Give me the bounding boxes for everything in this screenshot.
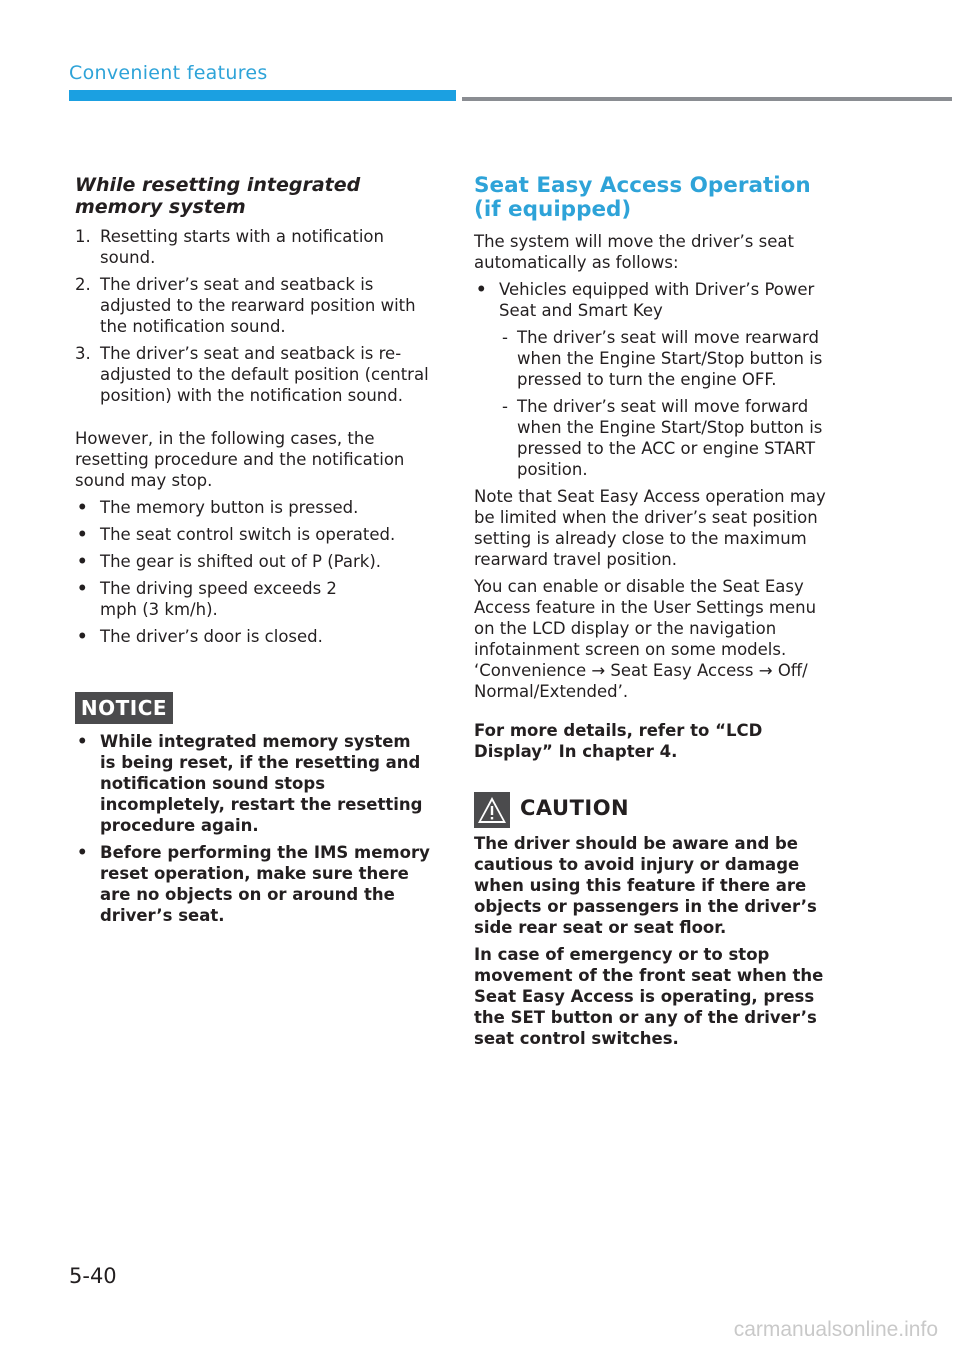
step-text: Resetting starts with a notification sound. <box>100 227 384 267</box>
caution-paragraph: In case of emergency or to stop movement of the front seat when the Seat Easy Access is operating, press the SET button or any of the driver’s seat control switches. <box>474 945 824 1048</box>
however-paragraph: However, in the following cases, the resetting procedure and the notification sound may stop. <box>75 429 405 490</box>
left-column <box>75 226 437 653</box>
case-text: The driving speed exceeds 2 mph (3 km/h). <box>100 579 337 619</box>
notice-text: While integrated memory system is being reset, if the resetting and notification sound stops incompletely, restart the resetting procedure again. <box>100 732 423 835</box>
right-column <box>474 231 838 762</box>
stop-cases-list <box>75 497 437 647</box>
list-item <box>75 274 437 337</box>
list-item <box>75 626 437 647</box>
bullet-icon: • <box>77 732 88 751</box>
case-text: The seat control switch is operated. <box>100 525 396 544</box>
reset-steps-list <box>75 226 437 406</box>
list-item <box>75 731 430 836</box>
ims-reset-heading: While resetting integrated memory system <box>75 174 361 218</box>
caution-label: CAUTION <box>520 796 630 820</box>
step-number: 2. <box>75 275 91 294</box>
list-item <box>474 396 838 480</box>
case-text: The gear is shifted out of P (Park). <box>100 552 382 571</box>
notice-content <box>75 731 430 932</box>
page-number: 5-40 <box>69 1264 117 1288</box>
note-paragraph: Note that Seat Easy Access operation may be limited when the driver’s seat position setting is already close to the maximum rearward travel position. <box>474 487 826 569</box>
dash-icon: - <box>502 328 508 347</box>
list-item <box>75 497 437 518</box>
bullet-icon: • <box>77 627 88 646</box>
bullet-icon: • <box>77 552 88 571</box>
warning-icon <box>474 792 510 828</box>
notice-list <box>75 731 430 926</box>
notice-text: Before performing the IMS memory reset operation, make sure there are no objects on or around the driver’s seat. <box>100 843 430 925</box>
case-text: The memory button is pressed. <box>100 498 359 517</box>
list-item <box>75 343 437 406</box>
seat-easy-access-heading: Seat Easy Access Operation (if equipped) <box>474 173 811 222</box>
bullet-icon: • <box>77 843 88 862</box>
list-item <box>75 842 430 926</box>
notice-badge: NOTICE <box>75 692 173 724</box>
more-details-paragraph: For more details, refer to “LCD Display” In chapter 4. <box>474 721 763 761</box>
step-number: 3. <box>75 344 91 363</box>
watermark: carmanualsonline.info <box>733 1318 938 1341</box>
section-title: Convenient features <box>69 62 268 84</box>
intro-paragraph: The system will move the driver’s seat automatically as follows: <box>474 232 794 272</box>
equipped-list <box>474 279 838 321</box>
caution-paragraph: The driver should be aware and be cautious to avoid injury or damage when using this feature if there are objects or passengers in the driver’s side rear seat or seat floor. <box>474 834 817 937</box>
step-number: 1. <box>75 227 91 246</box>
caution-content <box>474 833 834 1049</box>
step-text: The driver’s seat and seatback is adjusted to the rearward position with the notification sound. <box>100 275 416 336</box>
enable-paragraph: You can enable or disable the Seat Easy Access feature in the User Settings menu on the LCD display or the navigation infotainment screen on some models. ‘Convenience → Seat Easy Access → Off/ Normal/Extended’. <box>474 577 817 701</box>
bullet-icon: • <box>476 280 487 299</box>
sub-item-text: The driver’s seat will move forward when the Engine Start/Stop button is pressed to the ACC or engine START position. <box>517 397 823 479</box>
list-item <box>474 327 838 390</box>
list-item <box>75 226 437 268</box>
bullet-text: Vehicles equipped with Driver’s Power Seat and Smart Key <box>499 280 815 320</box>
seat-move-list <box>474 327 838 480</box>
case-text: The driver’s door is closed. <box>100 627 323 646</box>
list-item <box>474 279 838 321</box>
list-item <box>75 524 437 545</box>
bullet-icon: • <box>77 579 88 598</box>
bullet-icon: • <box>77 498 88 517</box>
header-accent-bar <box>69 90 456 101</box>
bullet-icon: • <box>77 525 88 544</box>
sub-item-text: The driver’s seat will move rearward when the Engine Start/Stop button is pressed to turn the engine OFF. <box>517 328 823 389</box>
step-text: The driver’s seat and seatback is re-adjusted to the default position (central position) with the notification sound. <box>100 344 429 405</box>
list-item <box>75 551 437 572</box>
dash-icon: - <box>502 397 508 416</box>
header-divider <box>462 97 952 101</box>
list-item <box>75 578 360 620</box>
